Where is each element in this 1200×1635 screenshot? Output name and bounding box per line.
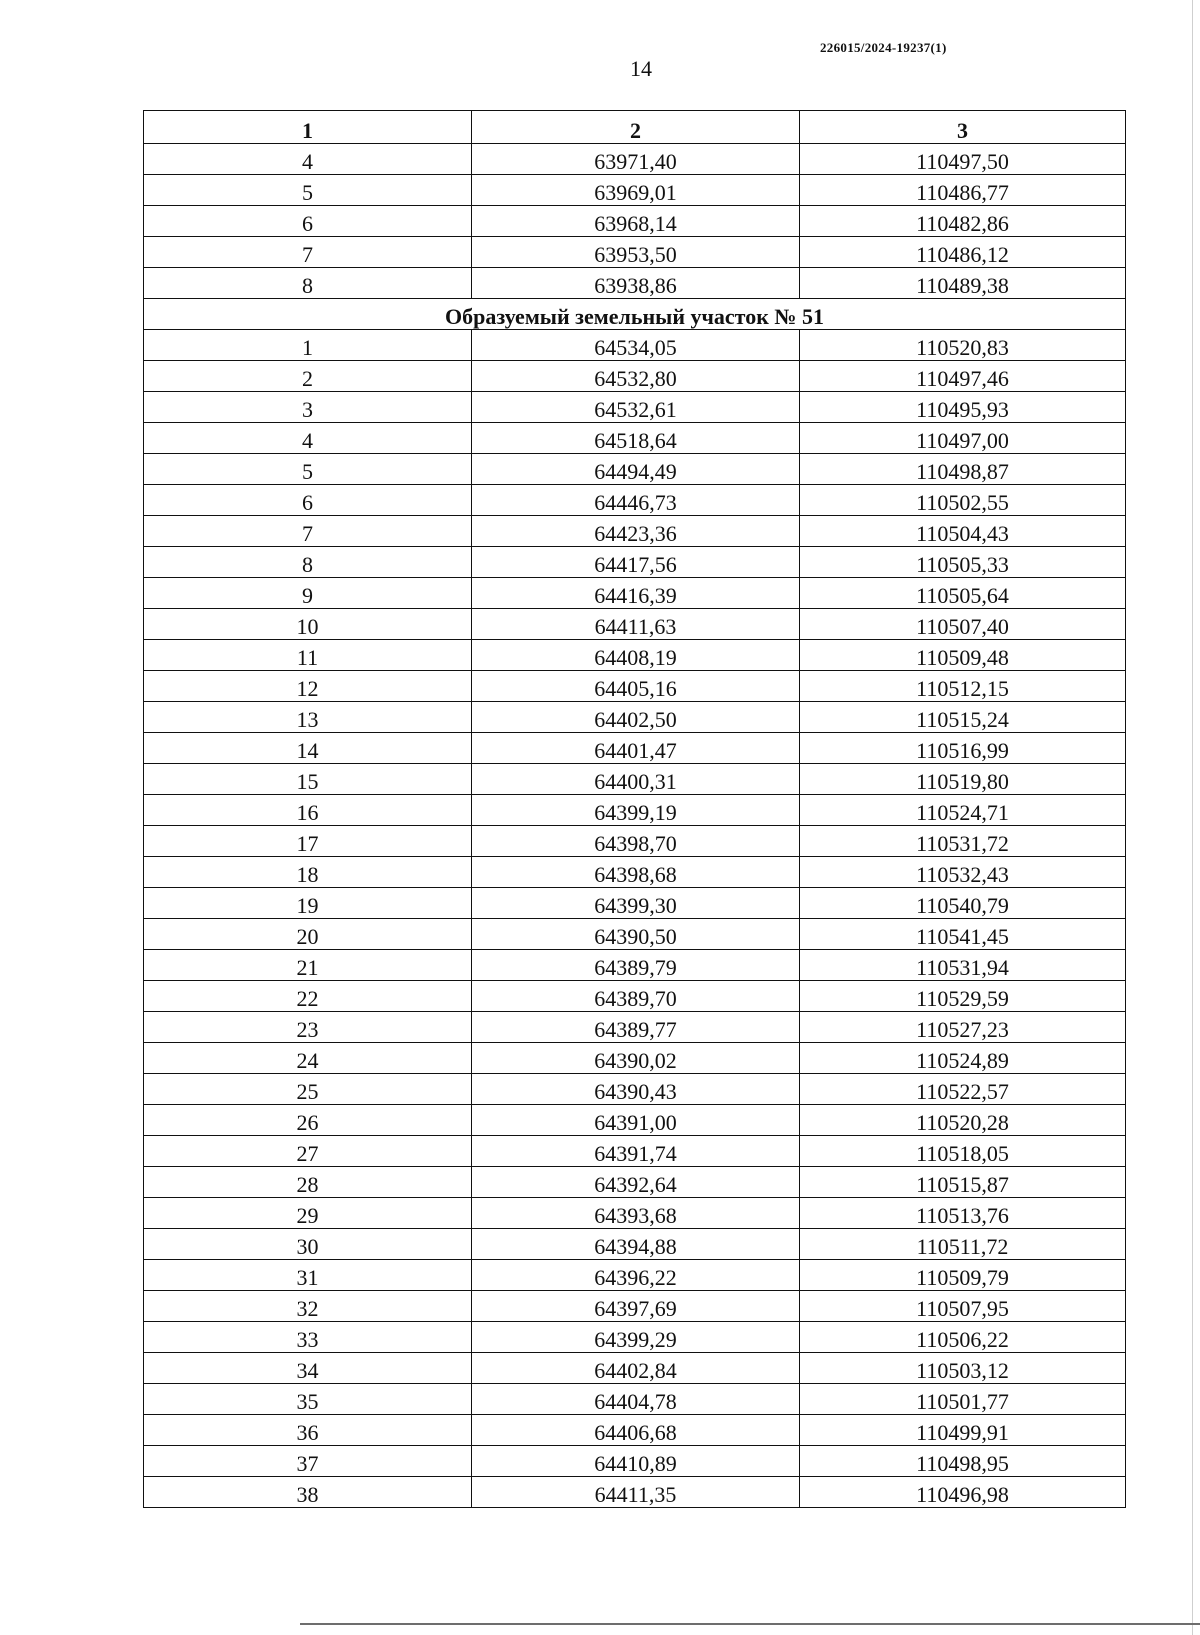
table-row (144, 1043, 1126, 1074)
y-coordinate-cell: 110509,48 (800, 640, 1126, 671)
table-row (144, 206, 1126, 237)
x-coordinate-cell: 63971,40 (472, 144, 800, 175)
table-row (144, 330, 1126, 361)
table-row (144, 1260, 1126, 1291)
point-number-cell: 16 (144, 795, 472, 826)
table-row (144, 547, 1126, 578)
x-coordinate-cell: 64417,56 (472, 547, 800, 578)
point-number-cell: 1 (144, 330, 472, 361)
table-row (144, 454, 1126, 485)
x-coordinate-cell: 64397,69 (472, 1291, 800, 1322)
y-coordinate-cell: 110489,38 (800, 268, 1126, 299)
table-row (144, 764, 1126, 795)
y-coordinate-cell: 110511,72 (800, 1229, 1126, 1260)
x-coordinate-cell: 64534,05 (472, 330, 800, 361)
y-coordinate-cell: 110498,95 (800, 1446, 1126, 1477)
point-number-cell: 4 (144, 144, 472, 175)
x-coordinate-cell: 64392,64 (472, 1167, 800, 1198)
point-number-cell: 11 (144, 640, 472, 671)
y-coordinate-cell: 110520,83 (800, 330, 1126, 361)
point-number-cell: 38 (144, 1477, 472, 1508)
point-number-cell: 6 (144, 206, 472, 237)
y-coordinate-cell: 110497,50 (800, 144, 1126, 175)
y-coordinate-cell: 110505,64 (800, 578, 1126, 609)
x-coordinate-cell: 64532,61 (472, 392, 800, 423)
y-coordinate-cell: 110515,87 (800, 1167, 1126, 1198)
y-coordinate-cell: 110527,23 (800, 1012, 1126, 1043)
table-row (144, 392, 1126, 423)
x-coordinate-cell: 64408,19 (472, 640, 800, 671)
table-row (144, 268, 1126, 299)
point-number-cell: 14 (144, 733, 472, 764)
table-row (144, 640, 1126, 671)
point-number-cell: 26 (144, 1105, 472, 1136)
point-number-cell: 12 (144, 671, 472, 702)
y-coordinate-cell: 110505,33 (800, 547, 1126, 578)
x-coordinate-cell: 64423,36 (472, 516, 800, 547)
y-coordinate-cell: 110507,95 (800, 1291, 1126, 1322)
point-number-cell: 9 (144, 578, 472, 609)
y-coordinate-cell: 110520,28 (800, 1105, 1126, 1136)
x-coordinate-cell: 64411,63 (472, 609, 800, 640)
table-row (144, 516, 1126, 547)
x-coordinate-cell: 64401,47 (472, 733, 800, 764)
point-number-cell: 37 (144, 1446, 472, 1477)
table-row (144, 795, 1126, 826)
y-coordinate-cell: 110522,57 (800, 1074, 1126, 1105)
x-coordinate-cell: 64399,19 (472, 795, 800, 826)
x-coordinate-cell: 64399,30 (472, 888, 800, 919)
point-number-cell: 17 (144, 826, 472, 857)
y-coordinate-cell: 110502,55 (800, 485, 1126, 516)
table-row (144, 361, 1126, 392)
table-row (144, 144, 1126, 175)
table-row (144, 857, 1126, 888)
table-row (144, 981, 1126, 1012)
y-coordinate-cell: 110519,80 (800, 764, 1126, 795)
x-coordinate-cell: 64518,64 (472, 423, 800, 454)
table-row (144, 1074, 1126, 1105)
table-row (144, 1105, 1126, 1136)
x-coordinate-cell: 64416,39 (472, 578, 800, 609)
point-number-cell: 28 (144, 1167, 472, 1198)
x-coordinate-cell: 64402,84 (472, 1353, 800, 1384)
x-coordinate-cell: 64402,50 (472, 702, 800, 733)
point-number-cell: 31 (144, 1260, 472, 1291)
document-id: 226015/2024-19237(1) (820, 40, 947, 55)
scan-bottom-rule (300, 1623, 1200, 1625)
table-row (144, 671, 1126, 702)
x-coordinate-cell: 64398,68 (472, 857, 800, 888)
x-coordinate-cell: 63938,86 (472, 268, 800, 299)
x-coordinate-cell: 64393,68 (472, 1198, 800, 1229)
table-header-row (144, 111, 1126, 144)
x-coordinate-cell: 64446,73 (472, 485, 800, 516)
x-coordinate-cell: 64389,70 (472, 981, 800, 1012)
point-number-cell: 24 (144, 1043, 472, 1074)
y-coordinate-cell: 110509,79 (800, 1260, 1126, 1291)
y-coordinate-cell: 110524,71 (800, 795, 1126, 826)
y-coordinate-cell: 110486,77 (800, 175, 1126, 206)
table-row (144, 1291, 1126, 1322)
point-number-cell: 27 (144, 1136, 472, 1167)
table-row (144, 1136, 1126, 1167)
point-number-cell: 7 (144, 237, 472, 268)
point-number-cell: 33 (144, 1322, 472, 1353)
y-coordinate-cell: 110516,99 (800, 733, 1126, 764)
y-coordinate-cell: 110540,79 (800, 888, 1126, 919)
y-coordinate-cell: 110529,59 (800, 981, 1126, 1012)
x-coordinate-cell: 64394,88 (472, 1229, 800, 1260)
x-coordinate-cell: 64391,00 (472, 1105, 800, 1136)
x-coordinate-cell: 63968,14 (472, 206, 800, 237)
table-row (144, 1322, 1126, 1353)
x-coordinate-cell: 64400,31 (472, 764, 800, 795)
x-coordinate-cell: 63953,50 (472, 237, 800, 268)
scan-edge-line (1192, 0, 1193, 1635)
x-coordinate-cell: 64390,02 (472, 1043, 800, 1074)
table-row (144, 1229, 1126, 1260)
point-number-cell: 22 (144, 981, 472, 1012)
point-number-cell: 13 (144, 702, 472, 733)
table-row (144, 175, 1126, 206)
y-coordinate-cell: 110497,46 (800, 361, 1126, 392)
point-number-cell: 15 (144, 764, 472, 795)
section-header (144, 299, 1126, 330)
section-title-row (144, 299, 1126, 330)
y-coordinate-cell: 110506,22 (800, 1322, 1126, 1353)
point-number-cell: 7 (144, 516, 472, 547)
table-row (144, 702, 1126, 733)
table-row (144, 919, 1126, 950)
page-number: 14 (630, 56, 652, 81)
point-number-cell: 5 (144, 454, 472, 485)
table-row (144, 1198, 1126, 1229)
y-coordinate-cell: 110497,00 (800, 423, 1126, 454)
x-coordinate-cell: 64494,49 (472, 454, 800, 485)
y-coordinate-cell: 110486,12 (800, 237, 1126, 268)
x-coordinate-cell: 64389,77 (472, 1012, 800, 1043)
point-number-cell: 23 (144, 1012, 472, 1043)
x-coordinate-cell: 64390,50 (472, 919, 800, 950)
table-row (144, 1012, 1126, 1043)
y-coordinate-cell: 110531,72 (800, 826, 1126, 857)
table-row (144, 578, 1126, 609)
table-row (144, 1415, 1126, 1446)
point-number-cell: 3 (144, 392, 472, 423)
table-row (144, 609, 1126, 640)
table-row (144, 826, 1126, 857)
point-number-cell: 34 (144, 1353, 472, 1384)
point-number-cell: 2 (144, 361, 472, 392)
x-coordinate-cell: 64390,43 (472, 1074, 800, 1105)
y-coordinate-cell: 110532,43 (800, 857, 1126, 888)
x-coordinate-cell: 63969,01 (472, 175, 800, 206)
table-body-section (144, 330, 1126, 1508)
y-coordinate-cell: 110496,98 (800, 1477, 1126, 1508)
y-coordinate-cell: 110501,77 (800, 1384, 1126, 1415)
y-coordinate-cell: 110507,40 (800, 609, 1126, 640)
section-title: Образуемый земельный участок № 51 (144, 299, 1126, 330)
x-coordinate-cell: 64399,29 (472, 1322, 800, 1353)
x-coordinate-cell: 64389,79 (472, 950, 800, 981)
column-header-x: 2 (472, 111, 800, 144)
point-number-cell: 20 (144, 919, 472, 950)
point-number-cell: 29 (144, 1198, 472, 1229)
column-header-y: 3 (800, 111, 1126, 144)
point-number-cell: 4 (144, 423, 472, 454)
y-coordinate-cell: 110504,43 (800, 516, 1126, 547)
x-coordinate-cell: 64411,35 (472, 1477, 800, 1508)
table-body-top (144, 144, 1126, 299)
point-number-cell: 5 (144, 175, 472, 206)
table-row (144, 733, 1126, 764)
y-coordinate-cell: 110512,15 (800, 671, 1126, 702)
x-coordinate-cell: 64391,74 (472, 1136, 800, 1167)
coordinates-table (143, 110, 1126, 1508)
point-number-cell: 21 (144, 950, 472, 981)
x-coordinate-cell: 64398,70 (472, 826, 800, 857)
x-coordinate-cell: 64532,80 (472, 361, 800, 392)
table-row (144, 1446, 1126, 1477)
y-coordinate-cell: 110524,89 (800, 1043, 1126, 1074)
point-number-cell: 8 (144, 268, 472, 299)
y-coordinate-cell: 110518,05 (800, 1136, 1126, 1167)
point-number-cell: 19 (144, 888, 472, 919)
x-coordinate-cell: 64396,22 (472, 1260, 800, 1291)
point-number-cell: 36 (144, 1415, 472, 1446)
y-coordinate-cell: 110541,45 (800, 919, 1126, 950)
point-number-cell: 18 (144, 857, 472, 888)
point-number-cell: 8 (144, 547, 472, 578)
table-row (144, 1167, 1126, 1198)
x-coordinate-cell: 64405,16 (472, 671, 800, 702)
point-number-cell: 10 (144, 609, 472, 640)
x-coordinate-cell: 64410,89 (472, 1446, 800, 1477)
y-coordinate-cell: 110531,94 (800, 950, 1126, 981)
y-coordinate-cell: 110499,91 (800, 1415, 1126, 1446)
table-row (144, 888, 1126, 919)
table-row (144, 1384, 1126, 1415)
table-row (144, 485, 1126, 516)
y-coordinate-cell: 110513,76 (800, 1198, 1126, 1229)
table-row (144, 423, 1126, 454)
table-row (144, 237, 1126, 268)
point-number-cell: 35 (144, 1384, 472, 1415)
column-header-number: 1 (144, 111, 472, 144)
y-coordinate-cell: 110515,24 (800, 702, 1126, 733)
x-coordinate-cell: 64406,68 (472, 1415, 800, 1446)
table-row (144, 950, 1126, 981)
y-coordinate-cell: 110503,12 (800, 1353, 1126, 1384)
point-number-cell: 25 (144, 1074, 472, 1105)
y-coordinate-cell: 110482,86 (800, 206, 1126, 237)
y-coordinate-cell: 110498,87 (800, 454, 1126, 485)
point-number-cell: 32 (144, 1291, 472, 1322)
point-number-cell: 30 (144, 1229, 472, 1260)
y-coordinate-cell: 110495,93 (800, 392, 1126, 423)
point-number-cell: 6 (144, 485, 472, 516)
table-row (144, 1353, 1126, 1384)
table-row (144, 1477, 1126, 1508)
x-coordinate-cell: 64404,78 (472, 1384, 800, 1415)
